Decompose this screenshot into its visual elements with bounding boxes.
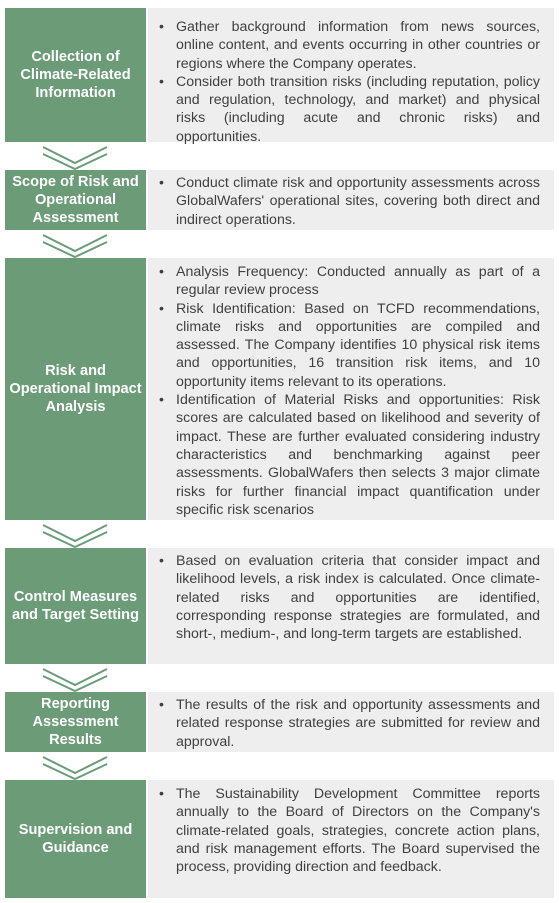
bullet-list xyxy=(176,785,540,876)
bullet-list xyxy=(176,552,540,643)
bullet-item: • The Sustainability Development Committee reports annually to the Board of Directors on the Company's climate-related goals, strategies, concrete action plans, and risk management efforts. The Board supervised the process, providing direction and feedback. xyxy=(176,785,540,876)
description-panel xyxy=(148,8,554,145)
chevron-down-icon xyxy=(40,522,110,548)
stage-risk-analysis xyxy=(5,258,146,520)
stage-title: Risk and Operational Impact Analysis xyxy=(9,363,142,415)
bullet-list xyxy=(176,696,540,751)
bullet-item: • The results of the risk and opportunity assessments and related response strategies are submitted for review and approval. xyxy=(176,696,540,751)
stage-title: Collection of Climate-Related Information xyxy=(20,49,131,101)
stage-title: Reporting Assessment Results xyxy=(32,696,119,748)
chevron-down-icon xyxy=(40,232,110,258)
chevron-down-icon xyxy=(40,144,110,170)
bullet-item: • Risk Identification: Based on TCFD recommendations, climate risks and opportunities are compiled and assessed. The Company identifies 10 physical risk items and opportunities, 16 transition risk items, and 10 opportunity items relevant to its operations. xyxy=(176,300,540,391)
description-panel xyxy=(148,258,554,520)
chevron-down-icon xyxy=(40,754,110,780)
bullet-item: • Consider both transition risks (including reputation, policy and regulation, technology, and market) and physical risks (including acute and chronic risks) and opportunities. xyxy=(176,73,540,146)
stage-scope xyxy=(5,170,146,230)
description-panel xyxy=(148,548,554,664)
bullet-list xyxy=(176,174,540,229)
bullet-item: • Analysis Frequency: Conducted annually as part of a regular review process xyxy=(176,263,540,300)
description-panel xyxy=(148,780,554,898)
description-panel xyxy=(148,692,554,752)
bullet-item: • Based on evaluation criteria that consider impact and likelihood levels, a risk index is calculated. Once climate-related risks and opportunities are identified, corresponding response strategies are formulated, and short-, medium-, and long-term targets are established. xyxy=(176,552,540,643)
bullet-list xyxy=(176,263,540,519)
bullet-item: • Identification of Material Risks and opportunities: Risk scores are calculated based on likelihood and severity of impact. These are further evaluated considering industry characteristics and benchmarking against peer assessments. GlobalWafers then selects 3 major climate risks for further financial impact quantification under specific risk scenarios xyxy=(176,391,540,519)
stage-collection xyxy=(5,8,146,142)
stage-reporting xyxy=(5,692,146,752)
bullet-list xyxy=(176,18,540,146)
chevron-down-icon xyxy=(40,666,110,692)
stage-title: Scope of Risk and Operational Assessment xyxy=(12,174,139,226)
bullet-item: • Conduct climate risk and opportunity assessments across GlobalWafers' operational sites, covering both direct and indirect operations. xyxy=(176,174,540,229)
stage-title: Supervision and Guidance xyxy=(18,822,133,856)
stage-control-measures xyxy=(5,548,146,664)
description-panel xyxy=(148,170,554,230)
stage-title: Control Measures and Target Setting xyxy=(11,589,140,623)
bullet-item: • Gather background information from news sources, online content, and events occurring in other countries or regions where the Company operates. xyxy=(176,18,540,73)
stage-supervision xyxy=(5,780,146,898)
